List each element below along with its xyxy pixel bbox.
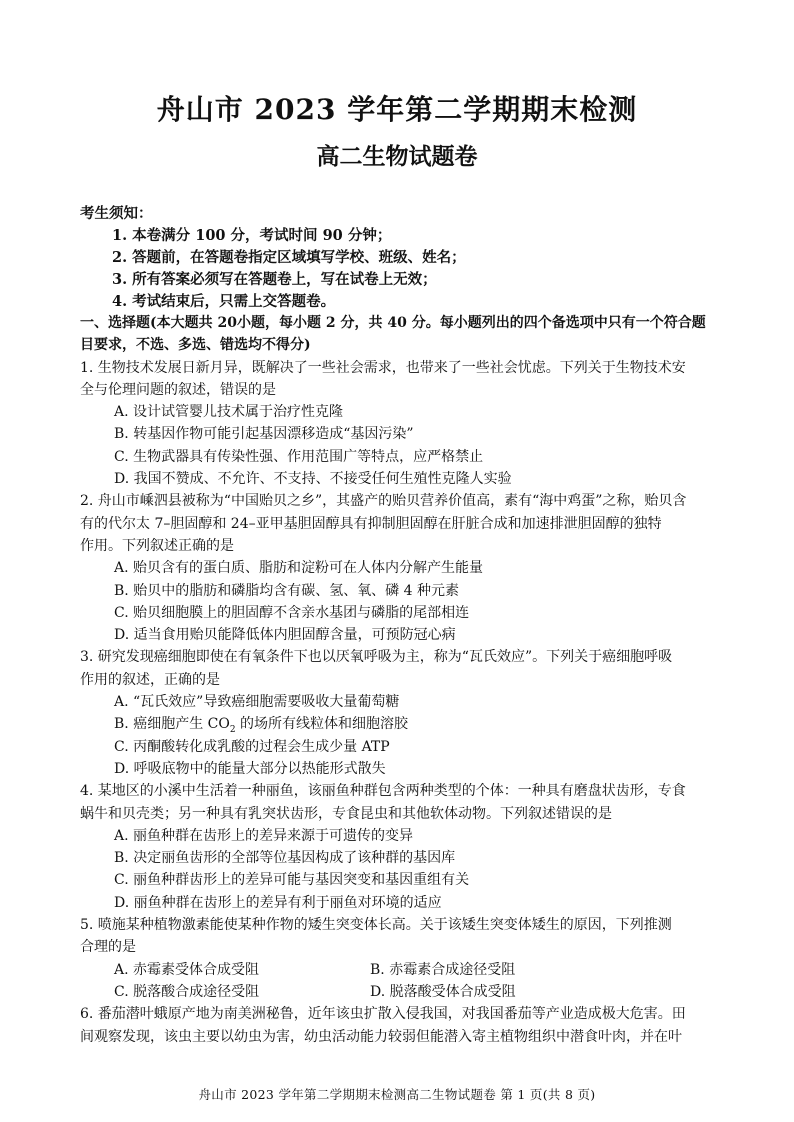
option-d: D. 适当食用贻贝能降低体内胆固醇含量，可预防冠心病 [114,627,456,644]
question-stem: 作用。下列叙述正确的是 [80,537,234,554]
question-stem: 1. 生物技术发展日新月异，既解决了一些社会需求，也带来了一些社会忧虑。下列关于生物技术安 [80,359,686,376]
notice-item: 2. 答题前，在答题卷指定区域填写学校、班级、姓名； [112,249,466,266]
option-c: C. 生物武器具有传染性强、作用范围广等特点，应严格禁止 [114,448,484,465]
option-row [80,959,720,981]
question-6 [80,1003,720,1048]
subscript: 2 [229,725,236,736]
option-a: A. 贻贝含有的蛋白质、脂肪和淀粉可在人体内分解产生能量 [114,560,484,577]
question-1 [80,357,720,491]
question-stem: 全与伦理问题的叙述，错误的是 [80,381,276,398]
option-b: B. 决定丽鱼齿形的全部等位基因构成了该种群的基因库 [114,850,456,867]
option-b-text-rest: 的场所有线粒体和细胞溶胶 [235,716,409,733]
option-b: B. 赤霉素合成途径受阻 [370,961,516,978]
option-d: D. 呼吸底物中的能量大部分以热能形式散失 [114,760,386,777]
option-c: C. 脱落酸合成途径受阻 [114,983,260,1000]
page-title: 舟山市 2023 学年第二学期期末检测 [156,93,638,126]
question-stem: 有的代尔太 7–胆固醇和 24–亚甲基胆固醇具有抑制胆固醇在肝脏合成和加速排泄胆固醇的独特 [80,515,662,532]
page-subtitle: 高二生物试题卷 [316,143,478,170]
question-stem: 4. 某地区的小溪中生活着一种丽鱼，该丽鱼种群包含两种类型的个体：一种具有磨盘状齿形，专食 [80,783,686,800]
option-b: B. 贻贝中的脂肪和磷脂均含有碳、氢、氧、磷 4 种元素 [114,582,459,599]
question-stem: 6. 番茄潜叶蛾原产地为南美洲秘鲁，近年该虫扩散入侵我国，对我国番茄等产业造成极大危害。田 [80,1006,686,1023]
question-stem: 5. 喷施某种植物激素能使某种作物的矮生突变体长高。关于该矮生突变体矮生的原因，下列推测 [80,917,672,934]
question-4 [80,780,720,914]
question-stem: 蜗牛和贝壳类；另一种具有乳突状齿形，专食昆虫和其他软体动物。下列叙述错误的是 [80,805,612,822]
option-c: C. 丽鱼种群齿形上的差异可能与基因突变和基因重组有关 [114,872,470,889]
option-c: C. 丙酮酸转化成乳酸的过程会生成少量 ATP [114,738,390,755]
option-b [80,713,720,735]
question-stem: 2. 舟山市嵊泗县被称为“中国贻贝之乡”，其盛产的贻贝营养价值高，素有“海中鸡蛋”之称，贻贝含 [80,493,687,510]
option-b-text: B. 癌细胞产生 CO [114,716,230,733]
option-b: B. 转基因作物可能引起基因漂移造成“基因污染” [114,426,414,443]
notice-item: 3. 所有答案必须写在答题卷上，写在试卷上无效； [112,271,437,288]
option-row [80,981,720,1003]
question-3 [80,646,720,780]
notice-heading: 考生须知： [80,205,153,222]
notice-item: 4. 考试结束后，只需上交答题卷。 [112,293,336,310]
option-a: A. 赤霉素受体合成受阻 [114,961,260,978]
question-5 [80,914,720,1003]
question-2 [80,490,720,646]
section-heading: 一、选择题(本大题共 20小题，每小题 2 分，共 40 分。每小题列出的四个备选项中只有一个符合题 [80,315,706,331]
question-section [80,312,720,1048]
page-footer: 舟山市 2023 学年第二学期期末检测高二生物试题卷 第 1 页(共 8 页) [198,1087,596,1102]
exam-notice [80,203,730,313]
option-d: D. 丽鱼种群在齿形上的差异有利于丽鱼对环境的适应 [114,894,442,911]
question-stem: 合理的是 [80,939,136,956]
section-heading-cont: 目要求，不选、多选、错选均不得分) [80,337,311,354]
question-stem: 间观察发现，该虫主要以幼虫为害，幼虫活动能力较弱但能潜入寄主植物组织中潜食叶肉，并在叶 [80,1028,682,1045]
option-a: A. “瓦氏效应”导致癌细胞需要吸收大量葡萄糖 [114,694,400,711]
question-stem: 3. 研究发现癌细胞即使在有氧条件下也以厌氧呼吸为主，称为“瓦氏效应”。下列关于癌细胞呼吸 [80,649,673,666]
question-stem: 作用的叙述，正确的是 [80,671,220,688]
option-a: A. 丽鱼种群在齿形上的差异来源于可遗传的变异 [114,827,414,844]
option-d: D. 脱落酸受体合成受阻 [370,983,516,1000]
option-d: D. 我国不赞成、不允许、不支持、不接受任何生殖性克隆人实验 [114,471,512,488]
notice-item: 1. 本卷满分 100 分，考试时间 90 分钟； [112,227,392,244]
option-a: A. 设计试管婴儿技术属于治疗性克隆 [114,404,344,421]
option-c: C. 贻贝细胞膜上的胆固醇不含亲水基团与磷脂的尾部相连 [114,604,470,621]
